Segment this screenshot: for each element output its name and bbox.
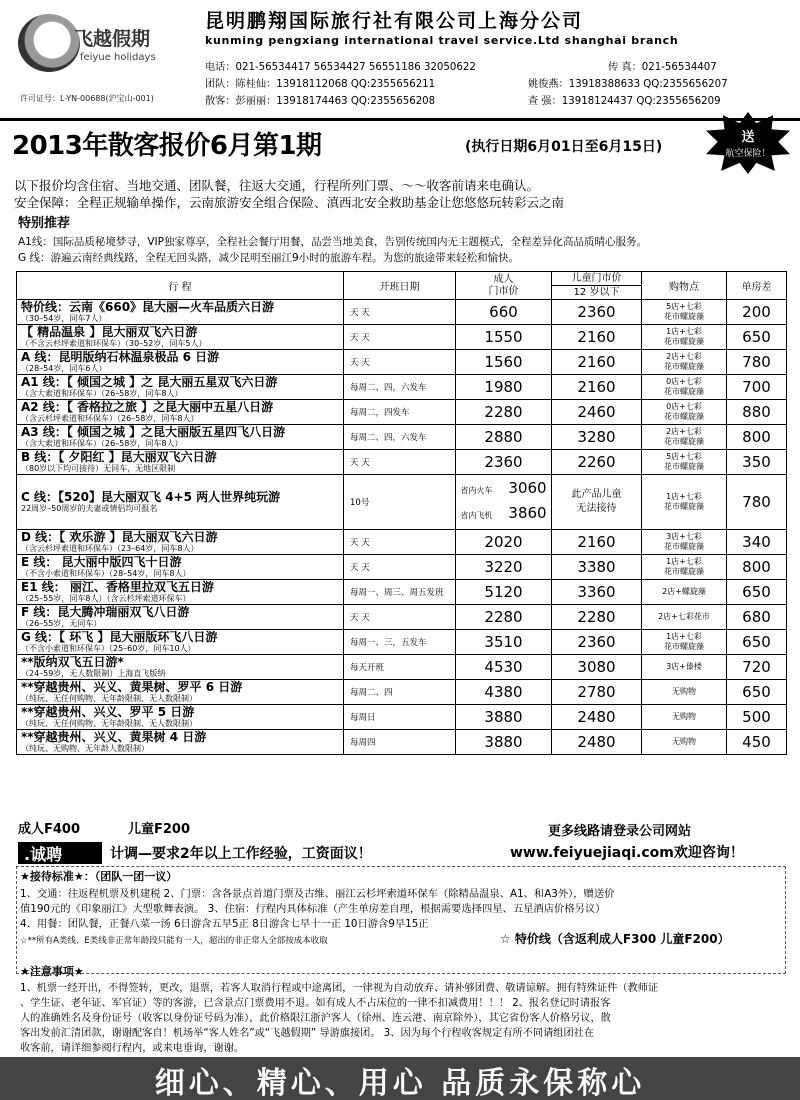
route-note: （30–54岁，同车7人） (21, 314, 107, 323)
cell-shopping: 5店+七彩 花市螺旋藻 (642, 300, 727, 325)
cell-route (17, 705, 344, 730)
cell-route (17, 680, 344, 705)
cell-child-price: 2160 (552, 325, 642, 350)
route-note: （纯玩、无购物、无年龄人数限制） (21, 744, 149, 753)
adult-option-value: 3060 (508, 479, 547, 497)
logo-swirl-icon (18, 14, 80, 72)
cell-single-supplement: 650 (727, 325, 787, 350)
standard-heading: ★接待标准★：（团队一团一议） (20, 870, 178, 883)
adult-rebate: 成人F400 (18, 822, 81, 837)
table-row (17, 605, 787, 630)
cell-single-supplement: 200 (727, 300, 787, 325)
cell-shopping: 2店+七彩 花市螺旋藻 (642, 425, 727, 450)
cell-single-supplement: 350 (727, 450, 787, 475)
cell-shopping: 2店+七彩 花市螺旋藻 (642, 350, 727, 375)
company-name-en: kunming pengxiang international travel service.Ltd shanghai branch (205, 34, 679, 47)
table-row (17, 300, 787, 325)
adult-option-value: 3860 (508, 504, 547, 522)
license-number: 许可证号：L-YN-00688(沪宝山-001) (20, 94, 154, 103)
cell-route (17, 375, 344, 400)
recommend-a1: A1线：国际品质秘境梦寻，VIP独家尊享，全程社会餐厅用餐，品尝当地美食，告别传统国内无主题模式，全程差异化高品质晴心服务。 (18, 236, 647, 248)
contact-individual: 散客：彭丽丽：13918174463 QQ:2355656208 (205, 96, 436, 107)
cell-adult-price: 3510 (456, 630, 552, 655)
header-shop: 购物点 (642, 272, 727, 300)
company-logo (10, 8, 192, 80)
cell-route (17, 555, 344, 580)
cell-adult-price: 4380 (456, 680, 552, 705)
cell-date: 每周日 (344, 705, 456, 730)
cell-adult-price: 2280 (456, 605, 552, 630)
table-row (17, 705, 787, 730)
route-note: （纯玩、无任何购物、无年龄限制、无人数限制） (21, 719, 197, 728)
cell-child-price: 2460 (552, 400, 642, 425)
cell-date: 天 天 (344, 605, 456, 630)
cell-child-price: 3380 (552, 555, 642, 580)
header-adult (456, 272, 552, 300)
logo-cn: 飞越假期 (74, 28, 151, 50)
cell-single-supplement: 880 (727, 400, 787, 425)
cell-child-price: 2480 (552, 705, 642, 730)
cell-shopping: 2店+七彩花市 (642, 605, 727, 630)
badge-text-top: 送 (741, 130, 755, 145)
table-row (17, 580, 787, 605)
cell-adult-price: 2280 (456, 400, 552, 425)
cell-single-supplement: 650 (727, 580, 787, 605)
slogan: 细心、精心、用心 品质永保称心 (154, 1066, 646, 1100)
route-title: C 线：【520】昆大丽双飞 4+5 两人世界纯玩游 (21, 490, 281, 504)
cell-adult-price: 660 (456, 300, 552, 325)
cell-single-supplement: 450 (727, 730, 787, 755)
cell-date: 10号 (344, 475, 456, 530)
adult-option (456, 477, 551, 502)
cell-date: 每天开班 (344, 655, 456, 680)
route-note: 22周岁–50周岁的夫妻或情侣均可报名 (21, 504, 158, 513)
route-title: A2 线：【 香格拉之旅 】之昆大丽中五星八日游 (21, 400, 274, 414)
cell-date: 每周二，四发车 (344, 400, 456, 425)
cell-date: 每周一、三，五发车 (344, 630, 456, 655)
cell-shopping: 无购物 (642, 730, 727, 755)
table-row (17, 450, 787, 475)
table-row (17, 730, 787, 755)
route-title: **穿越贵州、兴义、罗平 5 日游 (21, 705, 195, 719)
cell-single-supplement: 720 (727, 655, 787, 680)
header-child (552, 272, 642, 300)
notes-heading: ★注意事项★ (20, 965, 84, 978)
route-title: D 线：【 欢乐游 】昆大丽双飞六日游 (21, 530, 218, 544)
cell-shopping: 1店+七彩 花市螺旋藻 (642, 630, 727, 655)
cell-route (17, 580, 344, 605)
route-title: A 线：昆明版纳石林温泉极品 6 日游 (21, 350, 220, 364)
cell-shopping: 2店+螺旋藻 (642, 580, 727, 605)
cell-child-price: 此产品儿童 无法接待 (552, 475, 642, 530)
route-title: G 线：【 环飞 】昆大丽版环飞八日游 (21, 630, 218, 644)
price-table (16, 271, 787, 755)
cell-shopping: 5店+七彩 花市螺旋藻 (642, 450, 727, 475)
cell-adult-price: 2880 (456, 425, 552, 450)
cell-child-price: 2280 (552, 605, 642, 630)
table-row (17, 680, 787, 705)
route-title: 【 精品温泉 】昆大丽双飞六日游 (21, 325, 198, 339)
recommend-heading: 特别推荐 (18, 216, 71, 231)
notes-line: 人的准确姓名及身份证号（收客以身份证号码为准），此价格限江浙沪客人（徐州、连云港、南京除外），其它省份客人价格另议，散 (20, 1013, 611, 1024)
table-row (17, 425, 787, 450)
table-row (17, 400, 787, 425)
header-single: 单房差 (727, 272, 787, 300)
table-row (17, 555, 787, 580)
company-name-cn: 昆明鹏翔国际旅行社有限公司上海分公司 (205, 10, 584, 32)
header-child-text: 儿童门市价 (552, 272, 641, 286)
cell-single-supplement: 700 (727, 375, 787, 400)
route-title: 特价线：云南《660》昆大丽—火车品质六日游 (21, 300, 275, 314)
standard-line: 1、交通：往返程机票及机建税 2、门票：含各景点首道门票及古维、丽江云杉坪索道环保车（除精品温泉、A1、和A3外），赠送价 (20, 888, 615, 900)
cell-route (17, 730, 344, 755)
cell-shopping: 1店+七彩 花市螺旋藻 (642, 475, 727, 530)
cell-route (17, 475, 344, 530)
route-note: （纯玩、无任何购物、无年龄限制、无人数限制） (21, 694, 197, 703)
cell-adult-price: 2020 (456, 530, 552, 555)
route-note: （26–55岁，无同车） (21, 619, 102, 628)
cell-route (17, 300, 344, 325)
cell-child-price: 2480 (552, 730, 642, 755)
cell-date: 每周二、四，六发车 (344, 425, 456, 450)
cell-date: 天 天 (344, 530, 456, 555)
cell-child-price: 2160 (552, 350, 642, 375)
cell-date: 天 天 (344, 555, 456, 580)
recruit-label: .诚聘 (18, 842, 102, 864)
cell-child-price: 2360 (552, 300, 642, 325)
cell-route (17, 605, 344, 630)
cell-route (17, 630, 344, 655)
cell-date: 每周二、四 (344, 680, 456, 705)
cell-shopping: 1店+七彩 花市螺旋藻 (642, 555, 727, 580)
cell-adult-price (456, 475, 552, 530)
table-row (17, 630, 787, 655)
route-note: （不含小索道和环保车）（25–60岁，同车10人） (21, 644, 196, 653)
cell-child-price: 2360 (552, 630, 642, 655)
cell-adult-price: 2360 (456, 450, 552, 475)
route-title: **穿越贵州、兴义、黄果树 4 日游 (21, 730, 207, 744)
cell-shopping: 无购物 (642, 705, 727, 730)
divider (0, 118, 800, 121)
table-row (17, 530, 787, 555)
standard-line: 4、用餐：团队餐，正餐八菜一汤 6日游含五早5正 8日游含七早十一正 10日游含9早15正 (20, 918, 429, 930)
route-title: F 线：昆大腾冲瑞丽双飞八日游 (21, 605, 190, 619)
cell-single-supplement: 650 (727, 630, 787, 655)
route-note: （含云杉坪索道和环保车）（26–58岁，同车8人） (21, 414, 199, 423)
adult-option-label: 省内飞机 (460, 511, 493, 520)
notes-line: 、学生证、老年证、军官证）等的客游，已含景点门票费用不退。如有成人不占床位的一律不扣减费用！！！ 2、报名登记时请报客 (20, 998, 611, 1009)
cell-shopping: 0店+七彩 花市螺旋藻 (642, 400, 727, 425)
header-date: 开班日期 (344, 272, 456, 300)
cell-date: 天 天 (344, 325, 456, 350)
cell-child-price: 2160 (552, 530, 642, 555)
cell-single-supplement: 800 (727, 555, 787, 580)
contact-team-2: 姚俊燕：13918388633 QQ:2355656207 (528, 79, 728, 90)
contact-phone: 电话：021-56534417 56534427 56551186 32050622 (205, 62, 476, 73)
special-rebate: ☆ 特价线（含返利成人F300 儿童F200） (500, 932, 730, 946)
page-title: 2013年散客报价6月第1期 (12, 131, 322, 161)
notes-line: 1、机票一经开出，不得签转，更改，退票，若客人取消行程或中途离团，一律视为自动放弃、请补够团费、敬请谅解。拥有特殊证件（教师证 (20, 983, 659, 994)
cell-adult-price: 3880 (456, 730, 552, 755)
cell-route (17, 450, 344, 475)
cell-route (17, 530, 344, 555)
route-note: （25–55岁，同车8人）（含云杉坪索道环保车） (21, 594, 191, 603)
route-title: **穿越贵州、兴义、黄果树、罗平 6 日游 (21, 680, 243, 694)
cell-single-supplement: 680 (727, 605, 787, 630)
cell-shopping: 3店+七彩 花市螺旋藻 (642, 530, 727, 555)
cell-single-supplement: 500 (727, 705, 787, 730)
cell-shopping: 3店+傣楼 (642, 655, 727, 680)
cell-child-price: 2780 (552, 680, 642, 705)
cell-route (17, 655, 344, 680)
route-title: A1 线：【 倾国之城 】之 昆大丽五星双飞六日游 (21, 375, 278, 389)
cell-single-supplement: 340 (727, 530, 787, 555)
header-adult-text: 成人 门市价 (488, 273, 519, 297)
route-note: （80岁以下均可接待）无同车，无地区限制 (21, 464, 176, 473)
cell-single-supplement: 780 (727, 475, 787, 530)
website-url[interactable]: www.feiyuejiaqi.com欢迎咨询！ (510, 845, 744, 861)
route-note: （不含云杉坪索道和环保车）（30–52岁，同车5人） (21, 339, 207, 348)
cell-route (17, 400, 344, 425)
cell-date: 天 天 (344, 450, 456, 475)
standard-note: ☆**所有A类线、E类线非正常年龄段只能有一人，超出的非正常人全部按成本收取 (20, 936, 328, 946)
cell-date: 每周一、周三、周五发班 (344, 580, 456, 605)
cell-adult-price: 1980 (456, 375, 552, 400)
header-route: 行 程 (17, 272, 344, 300)
cell-adult-price: 1550 (456, 325, 552, 350)
cell-single-supplement: 780 (727, 350, 787, 375)
cell-single-supplement: 650 (727, 680, 787, 705)
cell-adult-price: 1560 (456, 350, 552, 375)
cell-child-price: 2160 (552, 375, 642, 400)
route-title: E 线： 昆大丽中版四飞十日游 (21, 555, 182, 569)
cell-adult-price: 3880 (456, 705, 552, 730)
notes-line: 客出发前汇清团款，谢谢配客自！机场举“客人姓名”或“飞越假期” 导游旗接团。 3、因为每个行程收客规定有所不同请组团社在 (20, 1028, 595, 1039)
cell-child-price: 3360 (552, 580, 642, 605)
cell-child-price: 3080 (552, 655, 642, 680)
header-child-sub: 12 岁以下 (573, 287, 620, 298)
cell-date: 天 天 (344, 350, 456, 375)
cell-adult-price: 3220 (456, 555, 552, 580)
cell-route (17, 350, 344, 375)
cell-adult-price: 5120 (456, 580, 552, 605)
intro-line: 以下报价均含住宿、当地交通、团队餐，往返大交通，行程所列门票、～～收客前请来电确认。 (14, 178, 540, 193)
child-rebate: 儿童F200 (128, 822, 191, 837)
route-title: A3 线：【 倾国之城 】之昆大丽版五星四飞八日游 (21, 425, 286, 439)
adult-option (456, 502, 551, 527)
route-note: （含大索道和环保车）（26–58岁，同车8人） (21, 389, 183, 398)
route-title: B 线：【 夕阳红 】昆大丽双飞六日游 (21, 450, 217, 464)
cell-date: 每周四 (344, 730, 456, 755)
website-more: 更多线路请登录公司网站 (548, 824, 692, 839)
route-note: （28–54岁，同车6人） (21, 364, 107, 373)
badge-text-bottom: 航空保险！ (725, 149, 771, 159)
recommend-g: G 线：游遍云南经典线路，全程无回头路，减少昆明至丽江9小时的旅游车程。为您的旅途带来轻松和愉快。 (18, 252, 520, 264)
cell-date: 每周二、四，六发车 (344, 375, 456, 400)
route-note: （不含小索道和环保车）（28–54岁，同车8人） (21, 569, 191, 578)
recruit-text: 计调—要求2年以上工作经验，工资面议！ (110, 846, 372, 862)
cell-shopping: 1店+七彩 花市螺旋藻 (642, 325, 727, 350)
cell-shopping: 无购物 (642, 680, 727, 705)
contact-individual-2: 查 强：13918124437 QQ:2355656209 (528, 96, 721, 107)
cell-child-price: 2260 (552, 450, 642, 475)
table-row (17, 475, 787, 530)
route-title: **版纳双飞五日游* (21, 655, 124, 669)
cell-child-price: 3280 (552, 425, 642, 450)
intro-line: 安全保障：全程正规输单操作，云南旅游安全组合保险、滇西北安全救助基金让您悠悠玩转彩云之南 (14, 195, 565, 210)
notes-line: 收客前，请详细参阅行程内，或来电垂询，谢谢。 (20, 1043, 245, 1054)
cell-route (17, 425, 344, 450)
cell-shopping: 0店+七彩 花市螺旋藻 (642, 375, 727, 400)
table-row (17, 325, 787, 350)
cell-date: 天 天 (344, 300, 456, 325)
table-row (17, 655, 787, 680)
table-row (17, 375, 787, 400)
route-note: （含大索道和环保车）（26–58岁，同车8人） (21, 439, 183, 448)
contact-fax: 传 真：021-56534407 (608, 62, 717, 73)
valid-period: (执行日期6月01日至6月15日) (465, 139, 663, 155)
cell-route (17, 325, 344, 350)
route-note: （24–59岁，无人数限制）上海直飞版纳 (21, 669, 166, 678)
cell-adult-price: 4530 (456, 655, 552, 680)
standard-line: 值190元的《印象丽江》大型歌舞表演。 3、住宿：行程内具体标准（产生单房差自理，根据需要选择四星、五星酒店价格另议） (20, 903, 606, 915)
cell-single-supplement: 800 (727, 425, 787, 450)
route-note: （含云杉坪索道和环保车）（23–64岁，同车8人） (21, 544, 199, 553)
adult-option-label: 省内火车 (460, 486, 493, 495)
contact-team: 团队：陈桂仙：13918112068 QQ:2355656211 (205, 79, 436, 90)
logo-en: feiyue holidays (80, 52, 156, 63)
route-title: E1 线： 丽江、香格里拉双飞五日游 (21, 580, 214, 594)
table-row (17, 350, 787, 375)
